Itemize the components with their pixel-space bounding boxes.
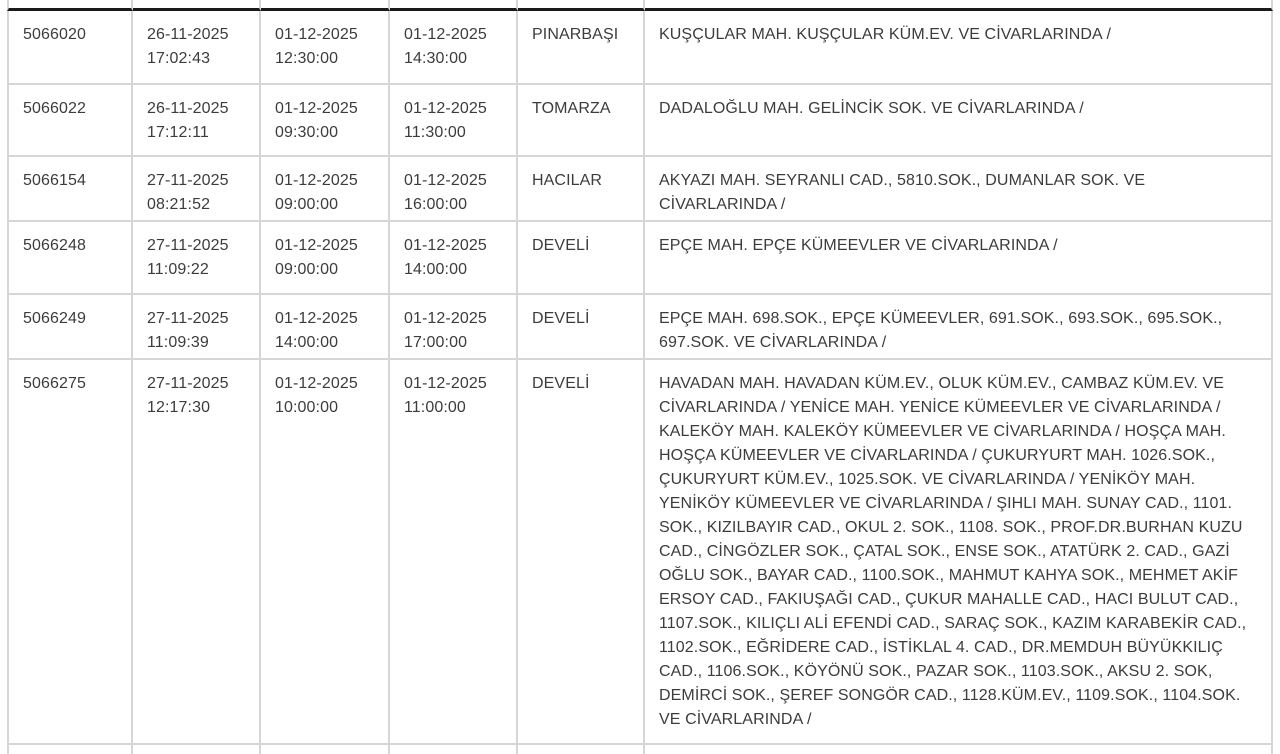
cell-start-datetime [261,85,390,157]
cell-district: DEVELİ [518,222,645,295]
record-date: 27-11-2025 [147,375,229,392]
cell-area [645,295,1273,360]
cell-end-datetime [390,222,518,295]
start-date: 01-12-2025 [275,100,358,117]
next-row-partial-cell [390,745,518,754]
end-date: 01-12-2025 [404,375,487,392]
header-row-partial-cell [7,0,133,11]
cell-record-datetime [133,11,261,85]
start-date: 01-12-2025 [275,310,358,327]
area-text: KUŞÇULAR MAH. KUŞÇULAR KÜM.EV. VE CİVARLARINDA / [659,26,1112,43]
header-row-partial-cell [518,0,645,11]
cell-end-datetime [390,11,518,85]
cell-outage-id: 5066275 [7,360,133,745]
end-time: 16:00:00 [404,196,468,213]
next-row-partial-cell [261,745,390,754]
next-row-partial-cell [645,745,1273,754]
start-time: 09:00:00 [275,261,339,278]
start-time: 09:30:00 [275,124,339,141]
record-date: 27-11-2025 [147,310,229,327]
end-time: 17:00:00 [404,334,468,351]
area-text: DADALOĞLU MAH. GELİNCİK SOK. VE CİVARLARINDA / [659,100,1084,117]
start-date: 01-12-2025 [275,26,358,43]
next-row-partial-cell [133,745,261,754]
end-date: 01-12-2025 [404,100,487,117]
end-time: 11:00:00 [404,399,466,416]
cell-outage-id: 5066154 [7,157,133,222]
start-time: 10:00:00 [275,399,339,416]
cell-end-datetime [390,85,518,157]
end-time: 11:30:00 [404,124,466,141]
next-row-partial-cell [518,745,645,754]
next-row-partial-cell [7,745,133,754]
cell-start-datetime [261,157,390,222]
end-date: 01-12-2025 [404,26,487,43]
record-time: 11:09:22 [147,261,209,278]
cell-record-datetime [133,360,261,745]
header-row-partial-cell [261,0,390,11]
cell-record-datetime [133,85,261,157]
record-time: 12:17:30 [147,399,211,416]
cell-area [645,11,1273,85]
header-row-partial-cell [390,0,518,11]
start-time: 12:30:00 [275,50,339,67]
cell-record-datetime [133,222,261,295]
header-row-partial-cell [133,0,261,11]
cell-start-datetime [261,11,390,85]
cell-district: HACILAR [518,157,645,222]
cell-end-datetime [390,295,518,360]
cell-area [645,157,1273,222]
record-date: 26-11-2025 [147,100,229,117]
end-time: 14:00:00 [404,261,468,278]
cell-area [645,85,1273,157]
cell-start-datetime [261,222,390,295]
cell-record-datetime [133,157,261,222]
cell-district: DEVELİ [518,295,645,360]
cell-start-datetime [261,360,390,745]
cell-record-datetime [133,295,261,360]
outage-table [7,0,1273,754]
cell-end-datetime [390,360,518,745]
cell-area [645,360,1273,745]
record-time: 08:21:52 [147,196,211,213]
area-text: EPÇE MAH. EPÇE KÜMEEVLER VE CİVARLARINDA / [659,237,1058,254]
cell-area [645,222,1273,295]
header-row-partial-cell [645,0,1273,11]
cell-end-datetime [390,157,518,222]
end-date: 01-12-2025 [404,237,487,254]
end-date: 01-12-2025 [404,310,487,327]
record-date: 27-11-2025 [147,237,229,254]
area-text: EPÇE MAH. 698.SOK., EPÇE KÜMEEVLER, 691.SOK., 693.SOK., 695.SOK., 697.SOK. VE CİVARLARINDA / [659,310,1223,351]
cell-outage-id: 5066249 [7,295,133,360]
start-time: 14:00:00 [275,334,339,351]
start-time: 09:00:00 [275,196,339,213]
start-date: 01-12-2025 [275,375,358,392]
cell-start-datetime [261,295,390,360]
cell-district: DEVELİ [518,360,645,745]
record-date: 26-11-2025 [147,26,229,43]
start-date: 01-12-2025 [275,237,358,254]
end-date: 01-12-2025 [404,172,487,189]
cell-district: TOMARZA [518,85,645,157]
record-time: 17:12:11 [147,124,209,141]
area-text: AKYAZI MAH. SEYRANLI CAD., 5810.SOK., DUMANLAR SOK. VE CİVARLARINDA / [659,172,1146,213]
record-time: 17:02:43 [147,50,211,67]
cell-outage-id: 5066022 [7,85,133,157]
record-time: 11:09:39 [147,334,209,351]
area-text: HAVADAN MAH. HAVADAN KÜM.EV., OLUK KÜM.EV., CAMBAZ KÜM.EV. VE CİVARLARINDA / YENİCE MAH. YENİCE KÜMEEVLER VE CİVARLARINDA / KALEKÖY MAH. KALEKÖY KÜMEEVLER VE CİVARLARINDA / HOŞÇA MAH. HOŞÇA KÜMEEVLER VE CİVARLARINDA / ÇUKURYURT MAH. 1026.SOK., ÇUKURYURT KÜM.EV., 1025.SOK. VE CİVARLARINDA / YENİKÖY MAH. YENİKÖY KÜMEEVLER VE CİVARLARINDA / ŞIHLI MAH. SUNAY CAD., 1101. SOK., KIZILBAYIR CAD., OKUL 2. SOK., 1108. SOK., PROF.DR.BURHAN KUZU CAD., CİNGÖZLER SOK., ÇATAL SOK., ENSE SOK., ATATÜRK 2. CAD., GAZİ OĞLU SOK., BAYAR CAD., 1100.SOK., MAHMUT KAHYA SOK., MEHMET AKİF ERSOY CAD., FAKIUŞAĞI CAD., ÇUKUR MAHALLE CAD., HACI BULUT CAD., 1107.SOK., KILIÇLI ALİ EFENDİ CAD., SARAÇ SOK., KAZIM KARABEKİR CAD., 1102.SOK., EĞRİDERE CAD., İSTİKLAL 4. CAD., DR.MEMDUH BÜYÜKKILIÇ CAD., 1106.SOK., KÖYÖNÜ SOK., PAZAR SOK., 1103.SOK., AKSU 2. SOK, DEMİRCİ SOK., ŞEREF SONGÖR CAD., 1128.KÜM.EV., 1109.SOK., 1104.SOK. VE CİVARLARINDA / [659,375,1247,728]
start-date: 01-12-2025 [275,172,358,189]
cell-outage-id: 5066248 [7,222,133,295]
cell-outage-id: 5066020 [7,11,133,85]
record-date: 27-11-2025 [147,172,229,189]
cell-district: PINARBAŞI [518,11,645,85]
end-time: 14:30:00 [404,50,468,67]
